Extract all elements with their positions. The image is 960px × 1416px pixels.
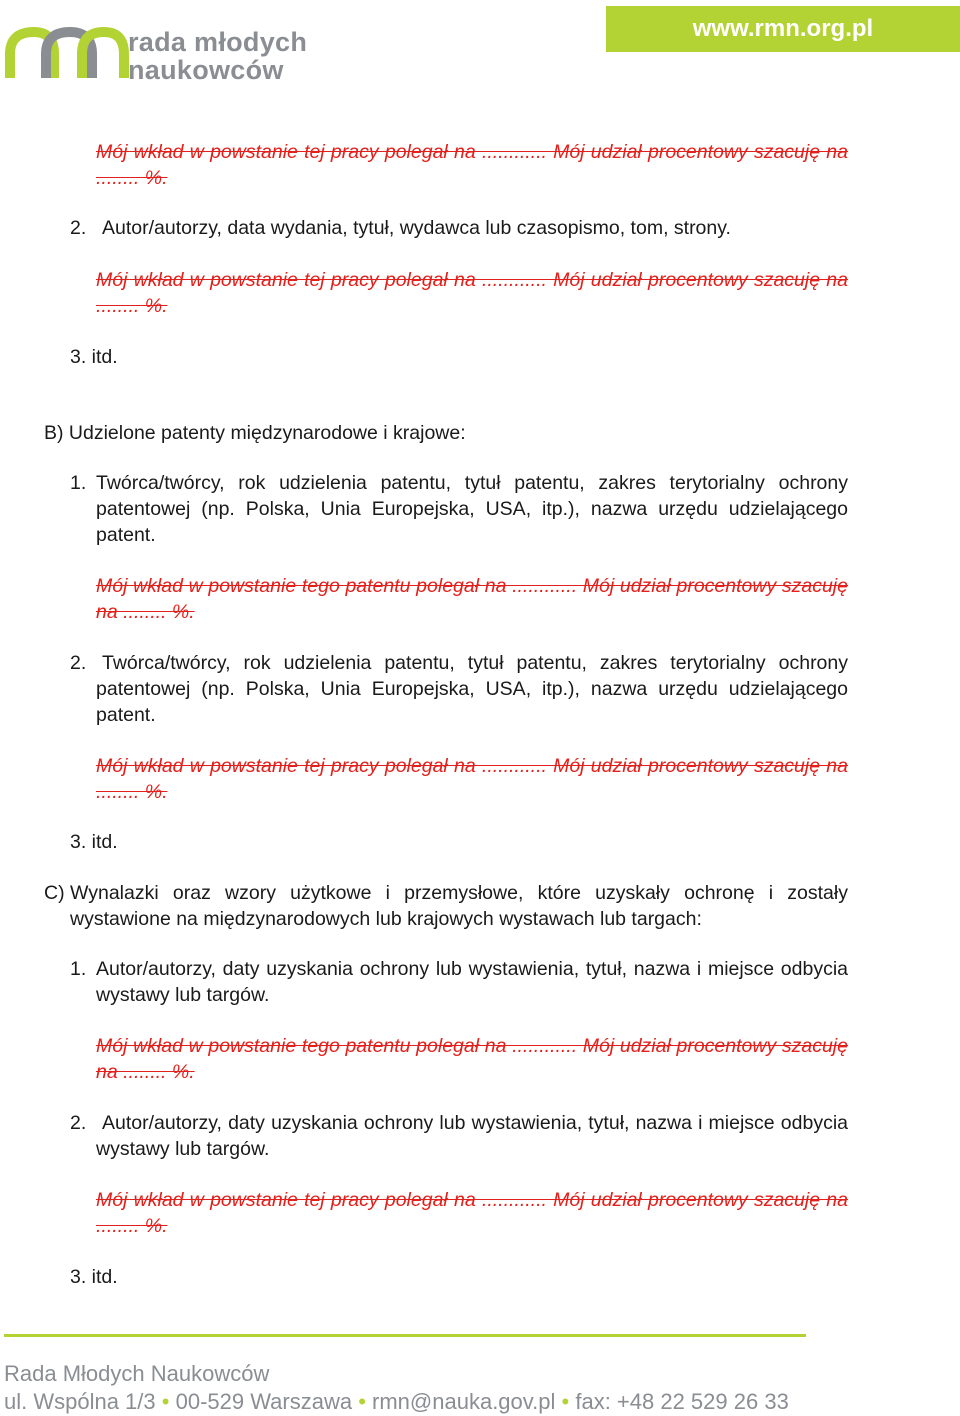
bullet-separator: •: [161, 1389, 170, 1414]
list-number: 2.: [70, 217, 87, 239]
footer-fax: fax: +48 22 529 26 33: [575, 1389, 789, 1414]
footer-email[interactable]: rmn@nauka.gov.pl: [372, 1389, 556, 1414]
list-number: 1.: [70, 472, 87, 494]
footer-address: ul. Wspólna 1/3: [4, 1389, 156, 1414]
logo-line-1: rada młodych: [128, 27, 308, 57]
contribution-note: Mój wkład w powstanie tej pracy polegał na ............ Mój udział procentowy szacuję na ........ %.: [96, 755, 848, 803]
contribution-note: Mój wkład w powstanie tej pracy polegał na ............ Mój udział procentowy szacuję na ........ %.: [96, 269, 848, 317]
contribution-note: Mój wkład w powstanie tej pracy polegał na ............ Mój udział procentowy szacuję na ........ %.: [96, 1189, 848, 1237]
list-number: 1.: [70, 958, 87, 980]
website-banner[interactable]: [606, 6, 960, 52]
list-item-etc: 3. itd.: [70, 1266, 118, 1288]
contribution-note: Mój wkład w powstanie tego patentu polegał na ............ Mój udział procentowy szacuję na ........ %.: [96, 1035, 848, 1083]
section-heading-b: B) Udzielone patenty międzynarodowe i krajowe:: [44, 422, 466, 444]
list-item-text: Twórca/twórcy, rok udzielenia patentu, tytuł patentu, zakres terytorialny ochrony patentowej (np. Polska, Unia Europejska, USA, itp.), nazwa urzędu udzielającego patent.: [96, 472, 848, 546]
list-item-etc: 3. itd.: [70, 346, 118, 368]
list-item-text: Twórca/twórcy, rok udzielenia patentu, tytuł patentu, zakres terytorialny ochrony patentowej (np. Polska, Unia Europejska, USA, itp.), nazwa urzędu udzielającego patent.: [96, 652, 848, 726]
bullet-separator: •: [358, 1389, 366, 1414]
bullet-separator: •: [561, 1389, 570, 1414]
logo-line-2: naukowców: [128, 55, 284, 85]
contribution-note: Mój wkład w powstanie tej pracy polegał na ............ Mój udział procentowy szacuję na ........ %.: [96, 141, 848, 189]
footer-postal: 00-529 Warszawa: [175, 1389, 353, 1414]
list-item-text: Autor/autorzy, data wydania, tytuł, wydawca lub czasopismo, tom, strony.: [102, 217, 731, 239]
section-label-c: C): [44, 882, 65, 904]
section-heading-c: Wynalazki oraz wzory użytkowe i przemysłowe, które uzyskały ochronę i zostały wystawione na międzynarodowych lub krajowych wystawach lub targach:: [70, 882, 848, 930]
contribution-note: Mój wkład w powstanie tego patentu polegał na ............ Mój udział procentowy szacuję na ........ %.: [96, 575, 848, 623]
list-number: 2.: [70, 652, 87, 674]
footer-contact: [4, 1388, 789, 1416]
footer-divider: [4, 1334, 806, 1337]
list-number: 2.: [70, 1112, 87, 1134]
list-item-text: Autor/autorzy, daty uzyskania ochrony lub wystawienia, tytuł, nazwa i miejsce odbycia wystawy lub targów.: [96, 958, 848, 1006]
website-url[interactable]: www.rmn.org.pl: [692, 15, 874, 42]
list-item-etc: 3. itd.: [70, 831, 118, 853]
list-item-text: Autor/autorzy, daty uzyskania ochrony lub wystawienia, tytuł, nazwa i miejsce odbycia wystawy lub targów.: [96, 1112, 848, 1160]
logo-wordmark: [128, 28, 307, 84]
footer-org-name: Rada Młodych Naukowców: [4, 1361, 270, 1386]
